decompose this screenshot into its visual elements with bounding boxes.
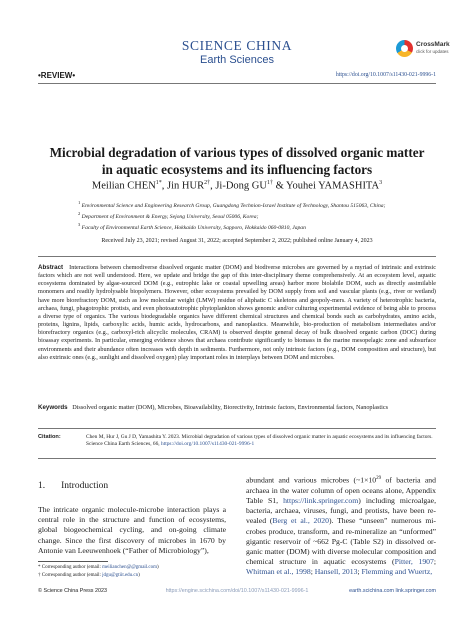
body-text: ) including microalgae, bacteria, archaea, viruses, fungi, and protists, have been re-vealed (: [246, 495, 436, 526]
affiliation-text: Department of Environment & Energy, Sejong University, Seoul 05006, Korea;: [81, 213, 259, 220]
footnote-label: † Corresponding author (email:: [38, 573, 103, 578]
author-name: Jin HUR: [167, 180, 205, 192]
title-line-1: Microbial degradation of various types of dissolved organic matter: [49, 145, 425, 160]
author-affiliation-mark: 2†: [204, 180, 211, 186]
author-separator: ,: [161, 180, 168, 192]
affiliation-number: 1: [78, 200, 81, 205]
reference-link[interactable]: Berg et al., 2020: [272, 516, 329, 526]
footer-url[interactable]: https://engine.scichina.com/doi/10.1007/s11430-021-9996-1: [165, 588, 309, 594]
affiliation-number: 2: [78, 211, 81, 216]
author-affiliation-mark: 3: [379, 180, 383, 186]
citation-label: Citation:: [38, 434, 61, 440]
footer-sites[interactable]: earth.scichina.com link.springer.com: [349, 588, 436, 594]
section-label: •REVIEW•: [38, 71, 76, 80]
footnote-end: ): [157, 565, 159, 570]
keywords-text: Dissolved organic matter (DOM), Microbes, Bioavailability, Biorectivity, Intrinsic factors, Environmental factors, Nanoplastics: [72, 404, 388, 411]
exponent: 29: [376, 476, 382, 481]
crossmark-subtitle: click for updates: [416, 49, 449, 54]
journal-name: SCIENCE CHINA: [181, 38, 293, 53]
citation-text: Chen M, Hur J, Gu J D, Yamashita Y. 2023. Microbial degradation of various types of dissolved organic matter in aquatic ecosystems and its influencing factors. Science China Earth Sciences, 66,: [86, 434, 433, 448]
affiliation-text: Faculty of Environmental Earth Science, Hokkaido University, Sapporo, Hokkaido 060-0810, Japan: [81, 224, 306, 231]
affiliation: [78, 199, 438, 210]
abstract-label: Abstract: [38, 264, 64, 271]
author-separator: &: [272, 180, 286, 192]
author-list: [38, 180, 436, 192]
keywords: [38, 404, 436, 412]
title-line-2: in aquatic ecosystems and its influencing factors: [101, 161, 373, 177]
crossmark-title: CrossMark: [416, 41, 450, 48]
keywords-label: Keywords: [38, 404, 68, 411]
author-separator: ,: [210, 180, 216, 192]
footnote-end: ): [138, 573, 140, 578]
body-text: abundant and various microbes (~1×10: [246, 475, 377, 485]
reference-link[interactable]: Pitter, 1907: [394, 557, 434, 567]
body-text: ;: [357, 567, 362, 577]
author-name: Meilian CHEN: [91, 180, 156, 192]
body-text: ;: [310, 567, 315, 577]
abstract-text: Interactions between chemodiverse dissolved organic matter (DOM) and biodiverse microbes are governed by a myriad of intrinsic and extrinsic factors which are not well understood. Here, we update and bridge the gap of this inter-disciplinary theme comprehensively. At an ecosystem level, aquatic ecosystems dominated by algae-sourced DOM (e.g., eutrophic lake or coastal upwelling areas) harbor more biolabile DOM, such as directly assimilable monomers and readily hydrolysable biopolymers. However, other ecosystems prevailed by DOM supply from soil and vascular plants (e.g., river or wetland) have more biorefractory DOM, such as low molecular weight (LMW) residue of aliphatic C skeletons and geopoly-mers. A variety of heterotrophic bacteria, archaea, fungi, phagotrophic protists, and even photoautotrophic phytoplankton shows genomic and/or culturing experimental evidence of being able to process a diverse type of organics. The various biodegradable organics have different chemical structures and chemical bonds such as carbohydrates, amino acids, proteins, lignins, lipids, carboxylic acids, humic acids, hydrocarbons, and nanoplastics. Meanwhile, bio-production of metabolism intermediates and/or biorefractory organics (e.g., carboxyl-rich alicyclic molecules, CRAM) is observed despite general decay of bulk dissolved organic carbon (DOC) during bioassay experiments. In particular, emerging evidence shows that archaea contribute significantly to biomass in the marine mesopelagic zone and subsurface environments and their abundance often increases with depth in sediments. Furthermore, not only intrinsic factors (e.g., DOM composition and structure), but also extrinsic ones (e.g., sunlight and dissolved oxygen) play important roles in interplays between DOM and microbes.: [38, 264, 436, 361]
body-text: ). These “unseen” numerous mi-crobes produce, transform, and re-mineralize an “unformed” gigantic reservoir of ~662 Pg-C (Table S2) in dissolved or-ganic matter (DOM) with diverse molecular composition and chemical structure in aquatic ecosystems (: [246, 516, 436, 567]
body-text: of bacteria and archaea in the water column of open oceans alone, Appendix Table S1,: [246, 475, 436, 505]
author-name: Ji-Dong GU: [215, 180, 267, 192]
crossmark-icon: [396, 40, 413, 57]
footnote: [38, 564, 159, 571]
copyright: © Science China Press 2023: [38, 588, 107, 594]
external-link[interactable]: https://link.springer.com: [283, 495, 359, 505]
article-title: [38, 145, 436, 178]
citation-link[interactable]: https://doi.org/10.1007/s11430-021-9996-1: [161, 441, 255, 448]
affiliation-text: Environmental Science and Engineering Research Group, Guangdong Technion-Israel Institute of Technology, Shantou 515063, China;: [81, 202, 386, 209]
journal-subject: Earth Sciences: [200, 54, 274, 66]
section-number: 1.: [38, 481, 46, 491]
doi-link[interactable]: https://doi.org/10.1007/s11430-021-9996-1: [335, 72, 436, 78]
footnote: [38, 572, 140, 579]
affiliation: [78, 221, 438, 232]
header-divider: [38, 83, 436, 84]
reference-link[interactable]: Hansell, 2013: [314, 567, 358, 577]
citation: [86, 434, 436, 448]
intro-right-column: [246, 474, 436, 578]
footnote-divider: [38, 561, 108, 562]
reference-link[interactable]: Whitman et al., 1998: [246, 567, 311, 577]
affiliation: [78, 210, 438, 221]
abstract-top-divider: [38, 256, 436, 257]
section-title: Introduction: [61, 481, 109, 491]
abstract: [38, 264, 436, 362]
section-heading: [38, 481, 108, 491]
citation-top-divider: [38, 428, 436, 429]
author-affiliation-mark: 1*: [155, 180, 162, 186]
author-affiliation-mark: 1†: [266, 180, 273, 186]
affiliation-number: 3: [78, 222, 81, 227]
email-link[interactable]: jdgu@gtiit.edu.cn: [102, 573, 139, 578]
publication-dates: Received July 23, 2021; revised August 31, 2022; accepted September 2, 2022; published online January 4, 2023: [101, 238, 373, 244]
reference-link[interactable]: Flemming and Wuertz,: [361, 567, 433, 577]
citation-bottom-divider: [38, 458, 436, 459]
email-link[interactable]: meilianchen@@gmail.com: [102, 565, 158, 570]
crossmark-badge[interactable]: [396, 38, 458, 62]
footnote-label: * Corresponding author (email:: [38, 565, 103, 570]
author-name: Youhei YAMASHITA: [286, 180, 380, 192]
body-text: ;: [433, 557, 436, 567]
intro-left-column: The intricate organic molecule-microbe interaction plays a central role in the structure and function of ecosystems, global biogeochemical cycling, and on-going climate change. Since the first discovery of microbes in 1670 by Antonie van Leeuwenhoek (“Father of Microbiology”),: [38, 505, 226, 555]
